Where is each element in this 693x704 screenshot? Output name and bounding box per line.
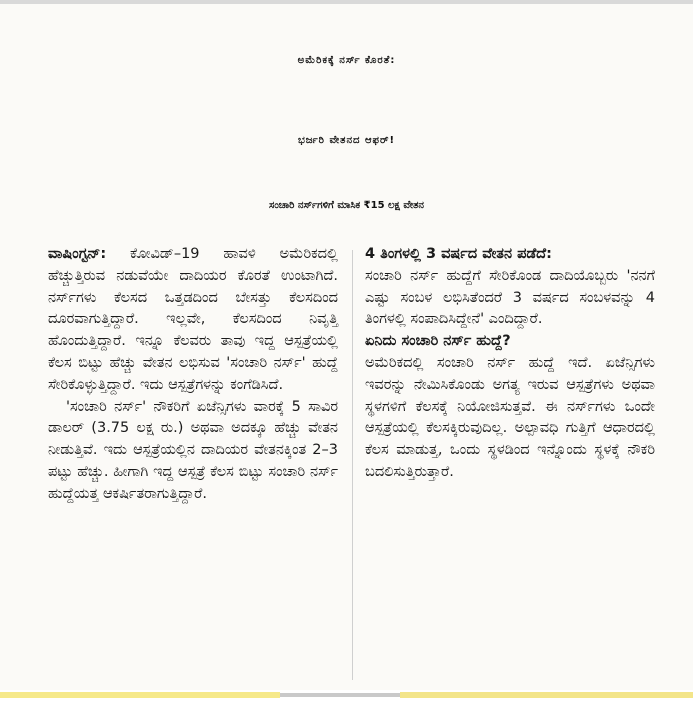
subheading-1: 4 ತಿಂಗಳಲ್ಲಿ 3 ವರ್ಷದ ವೇತನ ಪಡೆದೆ: bbox=[365, 246, 552, 262]
bottom-highlight-right bbox=[400, 692, 693, 698]
dateline: ವಾಷಿಂಗ್ಟನ್: bbox=[48, 246, 107, 262]
paragraph-4: ಅಮೆರಿಕದಲ್ಲಿ ಸಂಚಾರಿ ನರ್ಸ್ ಹುದ್ದೆ ಇದೆ. ಏಜೆನ್ಸಿಗಳು ಇವರನ್ನು ನೇಮಿಸಿಕೊಂಡು ಅಗತ್ಯ ಇರುವ ಆಸ್ಪತ್ರೆಗಳು ಅಥವಾ ಸ್ಥಳಗಳಿಗೆ ಕೆಲಸಕ್ಕೆ ನಿಯೋಜಿಸುತ್ತವೆ. ಈ ನರ್ಸ್‌ಗಳು ಒಂದೇ ಆಸ್ಪತ್ರೆಯಲ್ಲಿ ಕೆಲಸಕ್ಕಿರುವುದಿಲ್ಲ. ಅಲ್ಪಾವಧಿ ಗುತ್ತಿಗೆ ಆಧಾರದಲ್ಲಿ ಕೆಲಸ ಮಾಡುತ್ತ, ಒಂದು ಸ್ಥಳಡಿಂದ ಇನ್ನೊಂದು ಸ್ಥಳಕ್ಕೆ ನೌಕರಿ ಬದಲಿಸುತ್ತಿರುತ್ತಾರೆ. bbox=[365, 354, 655, 480]
top-rule bbox=[0, 0, 693, 4]
column-divider bbox=[352, 250, 353, 680]
paragraph-1 bbox=[48, 244, 338, 397]
subheading-2: ಏನಿದು ಸಂಚಾರಿ ನರ್ಸ್ ಹುದ್ದೆ? bbox=[365, 333, 511, 350]
headline-line-2: ಭರ್ಜರಿ ವೇತನದ ಆಫರ್! bbox=[297, 135, 396, 146]
article-column-1 bbox=[48, 244, 338, 506]
article-column-2 bbox=[365, 244, 655, 484]
headline-line-1: ಅಮೆರಿಕಕ್ಕೆ ನರ್ಸ್ ಕೊರತೆ: bbox=[297, 55, 396, 66]
bottom-rule bbox=[280, 693, 400, 697]
paragraph-3: ಸಂಚಾರಿ ನರ್ಸ್ ಹುದ್ದೆಗೆ ಸೇರಿಕೊಂಡ ದಾದಿಯೊಬ್ಬರು 'ನನಗೆ ಎಷ್ಟು ಸಂಬಳ ಲಭಿಸಿತೆಂದರೆ 3 ವರ್ಷದ ಸಂಬಳವನ್ನು 4 ತಿಂಗಳಲ್ಲಿ ಸಂಪಾದಿಸಿದ್ದೇನೆ' ಎಂದಿದ್ದಾರೆ. bbox=[365, 267, 655, 328]
paragraph-1-text: ಕೋವಿಡ್–19 ಹಾವಳಿ ಅಮೆರಿಕದಲ್ಲಿ ಹೆಚ್ಚುತ್ತಿರುವ ನಡುವೆಯೇ ದಾದಿಯರ ಕೊರತೆ ಉಂಟಾಗಿದೆ. ನರ್ಸ್‌ಗಳು ಕೆಲಸದ ಒತ್ತಡದಿಂದ ಬೇಸತ್ತು ಕೆಲಸದಿಂದ ದೂರವಾಗುತ್ತಿದ್ದಾರೆ. ಇಲ್ಲವೇ, ಕೆಲಸದಿಂದ ನಿವೃತ್ತಿ ಹೊಂದುತ್ತಿದ್ದಾರೆ. ಇನ್ನೂ ಕೆಲವರು ತಾವು ಇದ್ದ ಆಸ್ಪತ್ರೆಯಲ್ಲಿ ಕೆಲಸ ಬಿಟ್ಟು ಹೆಚ್ಚು ವೇತನ ಲಭಿಸುವ 'ಸಂಚಾರಿ ನರ್ಸ್' ಹುದ್ದೆ ಸೇರಿಕೊಳ್ಳುತ್ತಿದ್ದಾರೆ. ಇದು ಆಸ್ಪತ್ರೆಗಳನ್ನು ಕಂಗೆಡಿಸಿದೆ. bbox=[48, 246, 338, 393]
subheadline: ಸಂಚಾರಿ ನರ್ಸ್‌ಗಳಿಗೆ ಮಾಸಿಕ ₹15 ಲಕ್ಷ ವೇತನ bbox=[269, 200, 424, 211]
bottom-highlight-left bbox=[0, 692, 280, 698]
paragraph-2: 'ಸಂಚಾರಿ ನರ್ಸ್' ನೌಕರಿಗೆ ಏಜೆನ್ಸಿಗಳು ವಾರಕ್ಕೆ 5 ಸಾವಿರ ಡಾಲರ್ (3.75 ಲಕ್ಷ ರು.) ಅಥವಾ ಅದಕ್ಕೂ ಹೆಚ್ಚು ವೇತನ ನೀಡುತ್ತಿವೆ. ಇದು ಆಸ್ಪತ್ರೆಯಲ್ಲಿನ ದಾದಿಯರ ವೇತನಕ್ಕಿಂತ 2–3 ಪಟ್ಟು ಹೆಚ್ಚು. ಹೀಗಾಗಿ ಇದ್ದ ಆಸ್ಪತ್ರೆ ಕೆಲಸ ಬಿಟ್ಟು ಸಂಚಾರಿ ನರ್ಸ್ ಹುದ್ದೆಯತ್ತ ಆಕರ್ಷಿತರಾಗುತ್ತಿದ್ದಾರೆ. bbox=[48, 398, 338, 502]
